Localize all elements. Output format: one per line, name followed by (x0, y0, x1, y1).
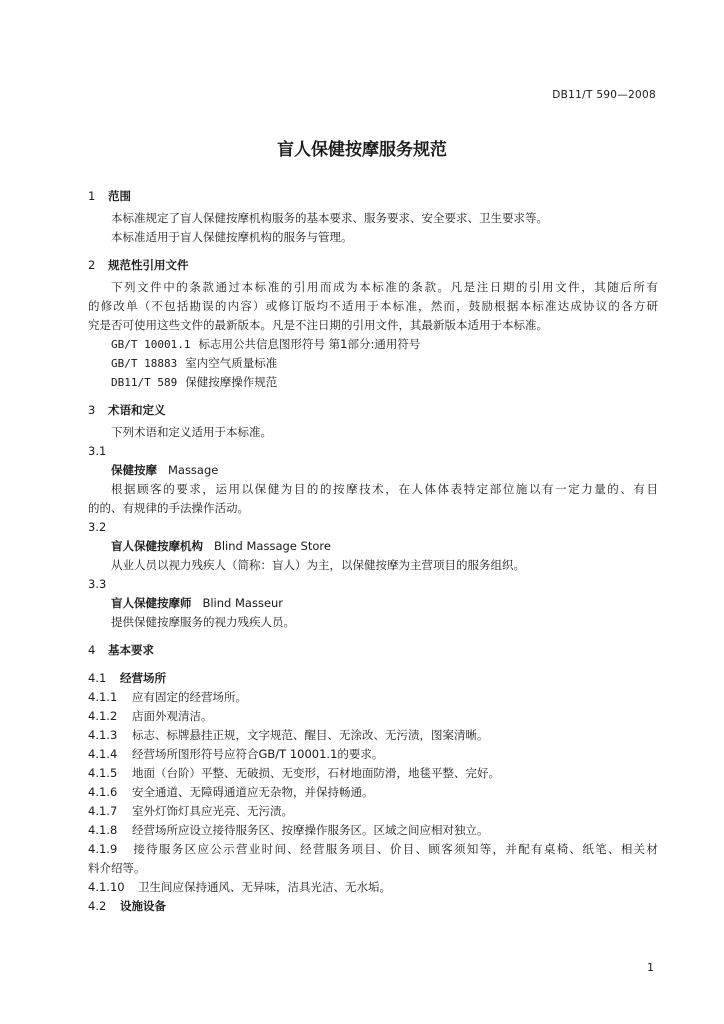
section-1-para-2: 本标准适用于盲人保健按摩机构的服务与管理。 (111, 230, 353, 244)
clause-item: 4.1.7 室外灯饰灯具应光亮、无污渍。 (88, 804, 293, 818)
section-2-para-line-2: 的修改单（不包括勘误的内容）或修订版均不适用于本标准，然而，鼓励根据本标准达成协议的各方研 (88, 299, 658, 313)
clause-item: 4.1.2 店面外观清洁。 (88, 709, 213, 723)
section-1-heading: 1 范围 (88, 189, 131, 203)
section-4-heading: 4 基本要求 (88, 643, 154, 657)
term-heading: 盲人保健按摩机构 Blind Massage Store (111, 539, 331, 553)
section-1-para-1: 本标准规定了盲人保健按摩机构服务的基本要求、服务要求、安全要求、卫生要求等。 (111, 211, 548, 225)
doc-code: DB11/T 590—2008 (552, 89, 656, 101)
clause-item: 4.1.4 经营场所图形符号应符合GB/T 10001.1的要求。 (88, 747, 384, 761)
clause-item: 4.1.5 地面（台阶）平整、无破损、无变形，石材地面防滑，地毯平整、完好。 (88, 766, 500, 780)
term-number: 3.1 (88, 444, 107, 458)
reference-item: GB/T 18883 室内空气质量标准 (111, 356, 278, 370)
section-2-para-line-3: 究是否可使用这些文件的最新版本。凡是不注日期的引用文件，其最新版本适用于本标准。 (88, 318, 548, 332)
term-number: 3.3 (88, 577, 107, 591)
clause-item-cont: 料介绍等。 (88, 861, 146, 875)
section-3-heading: 3 术语和定义 (88, 403, 166, 417)
section-4-1-heading: 4.1 经营场所 (88, 671, 166, 685)
section-2-heading: 2 规范性引用文件 (88, 258, 189, 272)
clause-item: 4.1.9 接待服务区应公示营业时间、经营服务项目、价目、顾客须知等，并配有桌椅、纸笔、相关材 (88, 842, 658, 856)
section-3-intro: 下列术语和定义适用于本标准。 (111, 425, 272, 439)
clause-item: 4.1.8 经营场所应设立接待服务区、按摩操作服务区。区域之间应相对独立。 (88, 823, 489, 837)
term-heading: 盲人保健按摩师 Blind Masseur (111, 596, 284, 610)
clause-item: 4.1.10 卫生间应保持通风、无异味，洁具光洁、无水垢。 (88, 880, 391, 894)
clause-item: 4.1.1 应有固定的经营场所。 (88, 690, 247, 704)
page-title: 盲人保健按摩服务规范 (277, 140, 447, 160)
reference-item: DB11/T 589 保健按摩操作规范 (111, 375, 278, 389)
term-heading: 保健按摩 Massage (111, 463, 219, 477)
clause-item: 4.1.6 安全通道、无障碍通道应无杂物，并保持畅通。 (88, 785, 374, 799)
reference-item: GB/T 10001.1 标志用公共信息图形符号 第1部分:通用符号 (111, 337, 421, 351)
document-body (88, 187, 658, 916)
clause-item: 4.1.3 标志、标牌悬挂正规，文字规范、醒目、无涂改、无污渍，图案清晰。 (88, 728, 489, 742)
section-2-para-line-1: 下列文件中的条款通过本标准的引用而成为本标准的条款。凡是注日期的引用文件，其随后所有 (111, 280, 658, 294)
term-definition-cont: 的的、有规律的手法操作活动。 (88, 501, 249, 515)
term-number: 3.2 (88, 520, 107, 534)
term-definition: 根据顾客的要求，运用以保健为目的的按摩技术，在人体体表特定部位施以有一定力量的、有目 (111, 482, 658, 496)
term-definition: 从业人员以视力残疾人（简称：盲人）为主，以保健按摩为主营项目的服务组织。 (111, 558, 525, 572)
term-definition: 提供保健按摩服务的视力残疾人员。 (111, 615, 295, 629)
page-number: 1 (647, 961, 654, 974)
section-4-2-heading: 4.2 设施设备 (88, 899, 166, 913)
